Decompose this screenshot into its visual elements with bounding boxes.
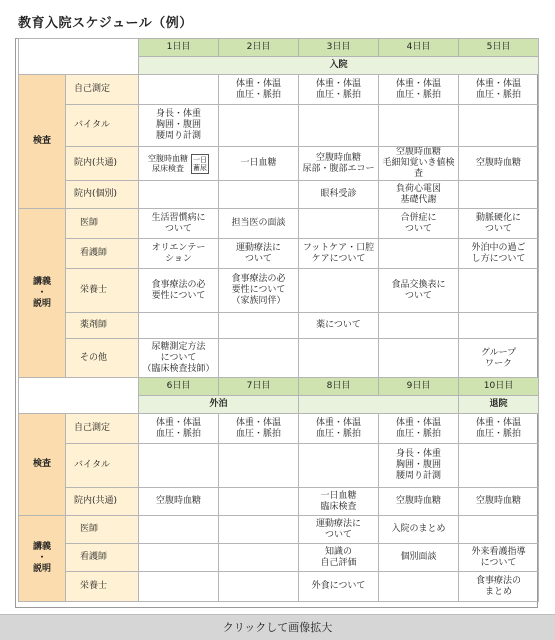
- schedule-cell: 一日血糖: [219, 147, 299, 181]
- discharge-banner: 退院: [459, 396, 539, 414]
- schedule-cell: 体重・体温 血圧・脈拍: [459, 414, 539, 444]
- schedule-cell: 食事療法の必 要性について （家族同伴）: [219, 269, 299, 313]
- row-label-eiyoushi: 栄養士: [66, 572, 139, 602]
- schedule-cell: 尿糖測定方法 について （臨床検査技師）: [139, 339, 219, 379]
- schedule-cell: 身長・体重 胸囲・腹囲 腰周り計測: [139, 105, 219, 147]
- schedule-cell: [379, 239, 459, 269]
- row-label-kangoshi: 看護師: [66, 544, 139, 572]
- schedule-cell: [139, 516, 219, 544]
- day-header: 7日目: [219, 378, 299, 396]
- schedule-cell: [139, 181, 219, 209]
- category-kensa: 検査: [19, 75, 66, 209]
- day-header: 1日目: [139, 39, 219, 57]
- row-label-vital: バイタル: [66, 444, 139, 488]
- schedule-cell: 空腹時血糖: [139, 488, 219, 516]
- schedule-cell: オリエンテー ション: [139, 239, 219, 269]
- schedule-cell: [299, 105, 379, 147]
- schedule-cell: 空腹時血糖 毛細知覚いき値検査: [379, 147, 459, 181]
- schedule-cell: [219, 339, 299, 379]
- schedule-cell: 体重・体温 血圧・脈拍: [459, 75, 539, 105]
- corner-blank: [19, 378, 139, 414]
- row-label-innai-common: 院内(共通): [66, 147, 139, 181]
- schedule-cell: [219, 572, 299, 602]
- schedule-cell: [139, 444, 219, 488]
- schedule-cell: 生活習慣病に ついて: [139, 209, 219, 239]
- day-header: 10日目: [459, 378, 539, 396]
- overnight-banner: 外泊: [139, 396, 299, 414]
- schedule-cell: [219, 516, 299, 544]
- row-label-yakuzaishi: 薬剤師: [66, 313, 139, 339]
- cell-text: 空腹時血糖 尿床検査: [148, 153, 188, 173]
- page-title: 教育入院スケジュール（例）: [18, 16, 193, 31]
- schedule-cell: [299, 269, 379, 313]
- day-header: 4日目: [379, 39, 459, 57]
- schedule-cell: 空腹時血糖: [459, 488, 539, 516]
- urine-box: 一日 蓄尿: [193, 155, 207, 172]
- schedule-cell: [459, 313, 539, 339]
- schedule-cell: 体重・体温 血圧・脈拍: [219, 414, 299, 444]
- day-header: 5日目: [459, 39, 539, 57]
- row-label-innai-common: 院内(共通): [66, 488, 139, 516]
- schedule-cell: 体重・体温 血圧・脈拍: [379, 414, 459, 444]
- schedule-cell: 体重・体温 血圧・脈拍: [299, 414, 379, 444]
- schedule-cell: [219, 488, 299, 516]
- schedule-cell: 食事療法の必 要性について: [139, 269, 219, 313]
- schedule-cell: [139, 147, 219, 181]
- schedule-cell: 薬について: [299, 313, 379, 339]
- schedule-cell: 眼科受診: [299, 181, 379, 209]
- row-label-vital: バイタル: [66, 105, 139, 147]
- schedule-cell: 動脈硬化に ついて: [459, 209, 539, 239]
- schedule-table-week1: [18, 38, 539, 379]
- category-kougi: 講義 ・ 説明: [19, 209, 66, 379]
- schedule-cell: [219, 544, 299, 572]
- schedule-cell: 食品交換表に ついて: [379, 269, 459, 313]
- schedule-cell: 知識の 自己評価: [299, 544, 379, 572]
- schedule-cell: [299, 444, 379, 488]
- corner-blank: [19, 39, 139, 75]
- row-label-jiko: 自己測定: [66, 75, 139, 105]
- schedule-cell: [299, 209, 379, 239]
- schedule-cell: 負荷心電図 基礎代謝: [379, 181, 459, 209]
- row-label-jiko: 自己測定: [66, 414, 139, 444]
- enlarge-image-button[interactable]: クリックして画像拡大: [0, 614, 555, 640]
- schedule-cell: [219, 313, 299, 339]
- row-label-eiyoushi: 栄養士: [66, 269, 139, 313]
- row-label-kangoshi: 看護師: [66, 239, 139, 269]
- schedule-cell: 体重・体温 血圧・脈拍: [379, 75, 459, 105]
- schedule-cell: [459, 444, 539, 488]
- schedule-cell: [219, 105, 299, 147]
- schedule-cell: 空腹時血糖 尿部・腹部エコー: [299, 147, 379, 181]
- schedule-cell: 身長・体重 胸囲・腹囲 腰周り計測: [379, 444, 459, 488]
- schedule-cell: 体重・体温 血圧・脈拍: [219, 75, 299, 105]
- schedule-cell: [139, 572, 219, 602]
- day-header: 9日目: [379, 378, 459, 396]
- schedule-cell: [459, 516, 539, 544]
- schedule-cell: [219, 444, 299, 488]
- schedule-cell: 外泊中の過ご し方について: [459, 239, 539, 269]
- schedule-cell: [139, 313, 219, 339]
- schedule-cell: [459, 269, 539, 313]
- schedule-cell: グループ ワーク: [459, 339, 539, 379]
- banner-blank: [299, 396, 459, 414]
- schedule-cell: [379, 572, 459, 602]
- schedule-cell: 空腹時血糖: [379, 488, 459, 516]
- schedule-cell: 一日血糖 臨床検査: [299, 488, 379, 516]
- row-label-ishi: 医師: [66, 516, 139, 544]
- schedule-cell: [459, 105, 539, 147]
- schedule-cell: 体重・体温 血圧・脈拍: [299, 75, 379, 105]
- day-header: 6日目: [139, 378, 219, 396]
- schedule-cell: [459, 181, 539, 209]
- schedule-cell: [379, 339, 459, 379]
- schedule-cell: 運動療法に ついて: [299, 516, 379, 544]
- schedule-cell: [299, 339, 379, 379]
- day-header: 3日目: [299, 39, 379, 57]
- day-header: 8日目: [299, 378, 379, 396]
- category-kougi: 講義 ・ 説明: [19, 516, 66, 602]
- schedule-cell: [219, 181, 299, 209]
- admission-banner: 入院: [139, 57, 539, 75]
- schedule-cell: 食事療法の まとめ: [459, 572, 539, 602]
- schedule-cell: [379, 105, 459, 147]
- schedule-cell: 体重・体温 血圧・脈拍: [139, 414, 219, 444]
- schedule-cell: [379, 313, 459, 339]
- schedule-cell: 担当医の面談: [219, 209, 299, 239]
- schedule-cell: 合併症に ついて: [379, 209, 459, 239]
- schedule-cell: 空腹時血糖: [459, 147, 539, 181]
- schedule-cell: 外来看護指導 について: [459, 544, 539, 572]
- day-header: 2日目: [219, 39, 299, 57]
- row-label-ishi: 医師: [66, 209, 139, 239]
- category-kensa: 検査: [19, 414, 66, 516]
- schedule-cell: フットケア・口腔 ケアについて: [299, 239, 379, 269]
- row-label-innai-indiv: 院内(個別): [66, 181, 139, 209]
- row-label-sonota: その他: [66, 339, 139, 379]
- schedule-cell: [139, 544, 219, 572]
- schedule-cell: 個別面談: [379, 544, 459, 572]
- schedule-cell: [139, 75, 219, 105]
- schedule-table-week2: [18, 377, 539, 602]
- schedule-cell: 入院のまとめ: [379, 516, 459, 544]
- schedule-cell: 外食について: [299, 572, 379, 602]
- schedule-cell: 運動療法に ついて: [219, 239, 299, 269]
